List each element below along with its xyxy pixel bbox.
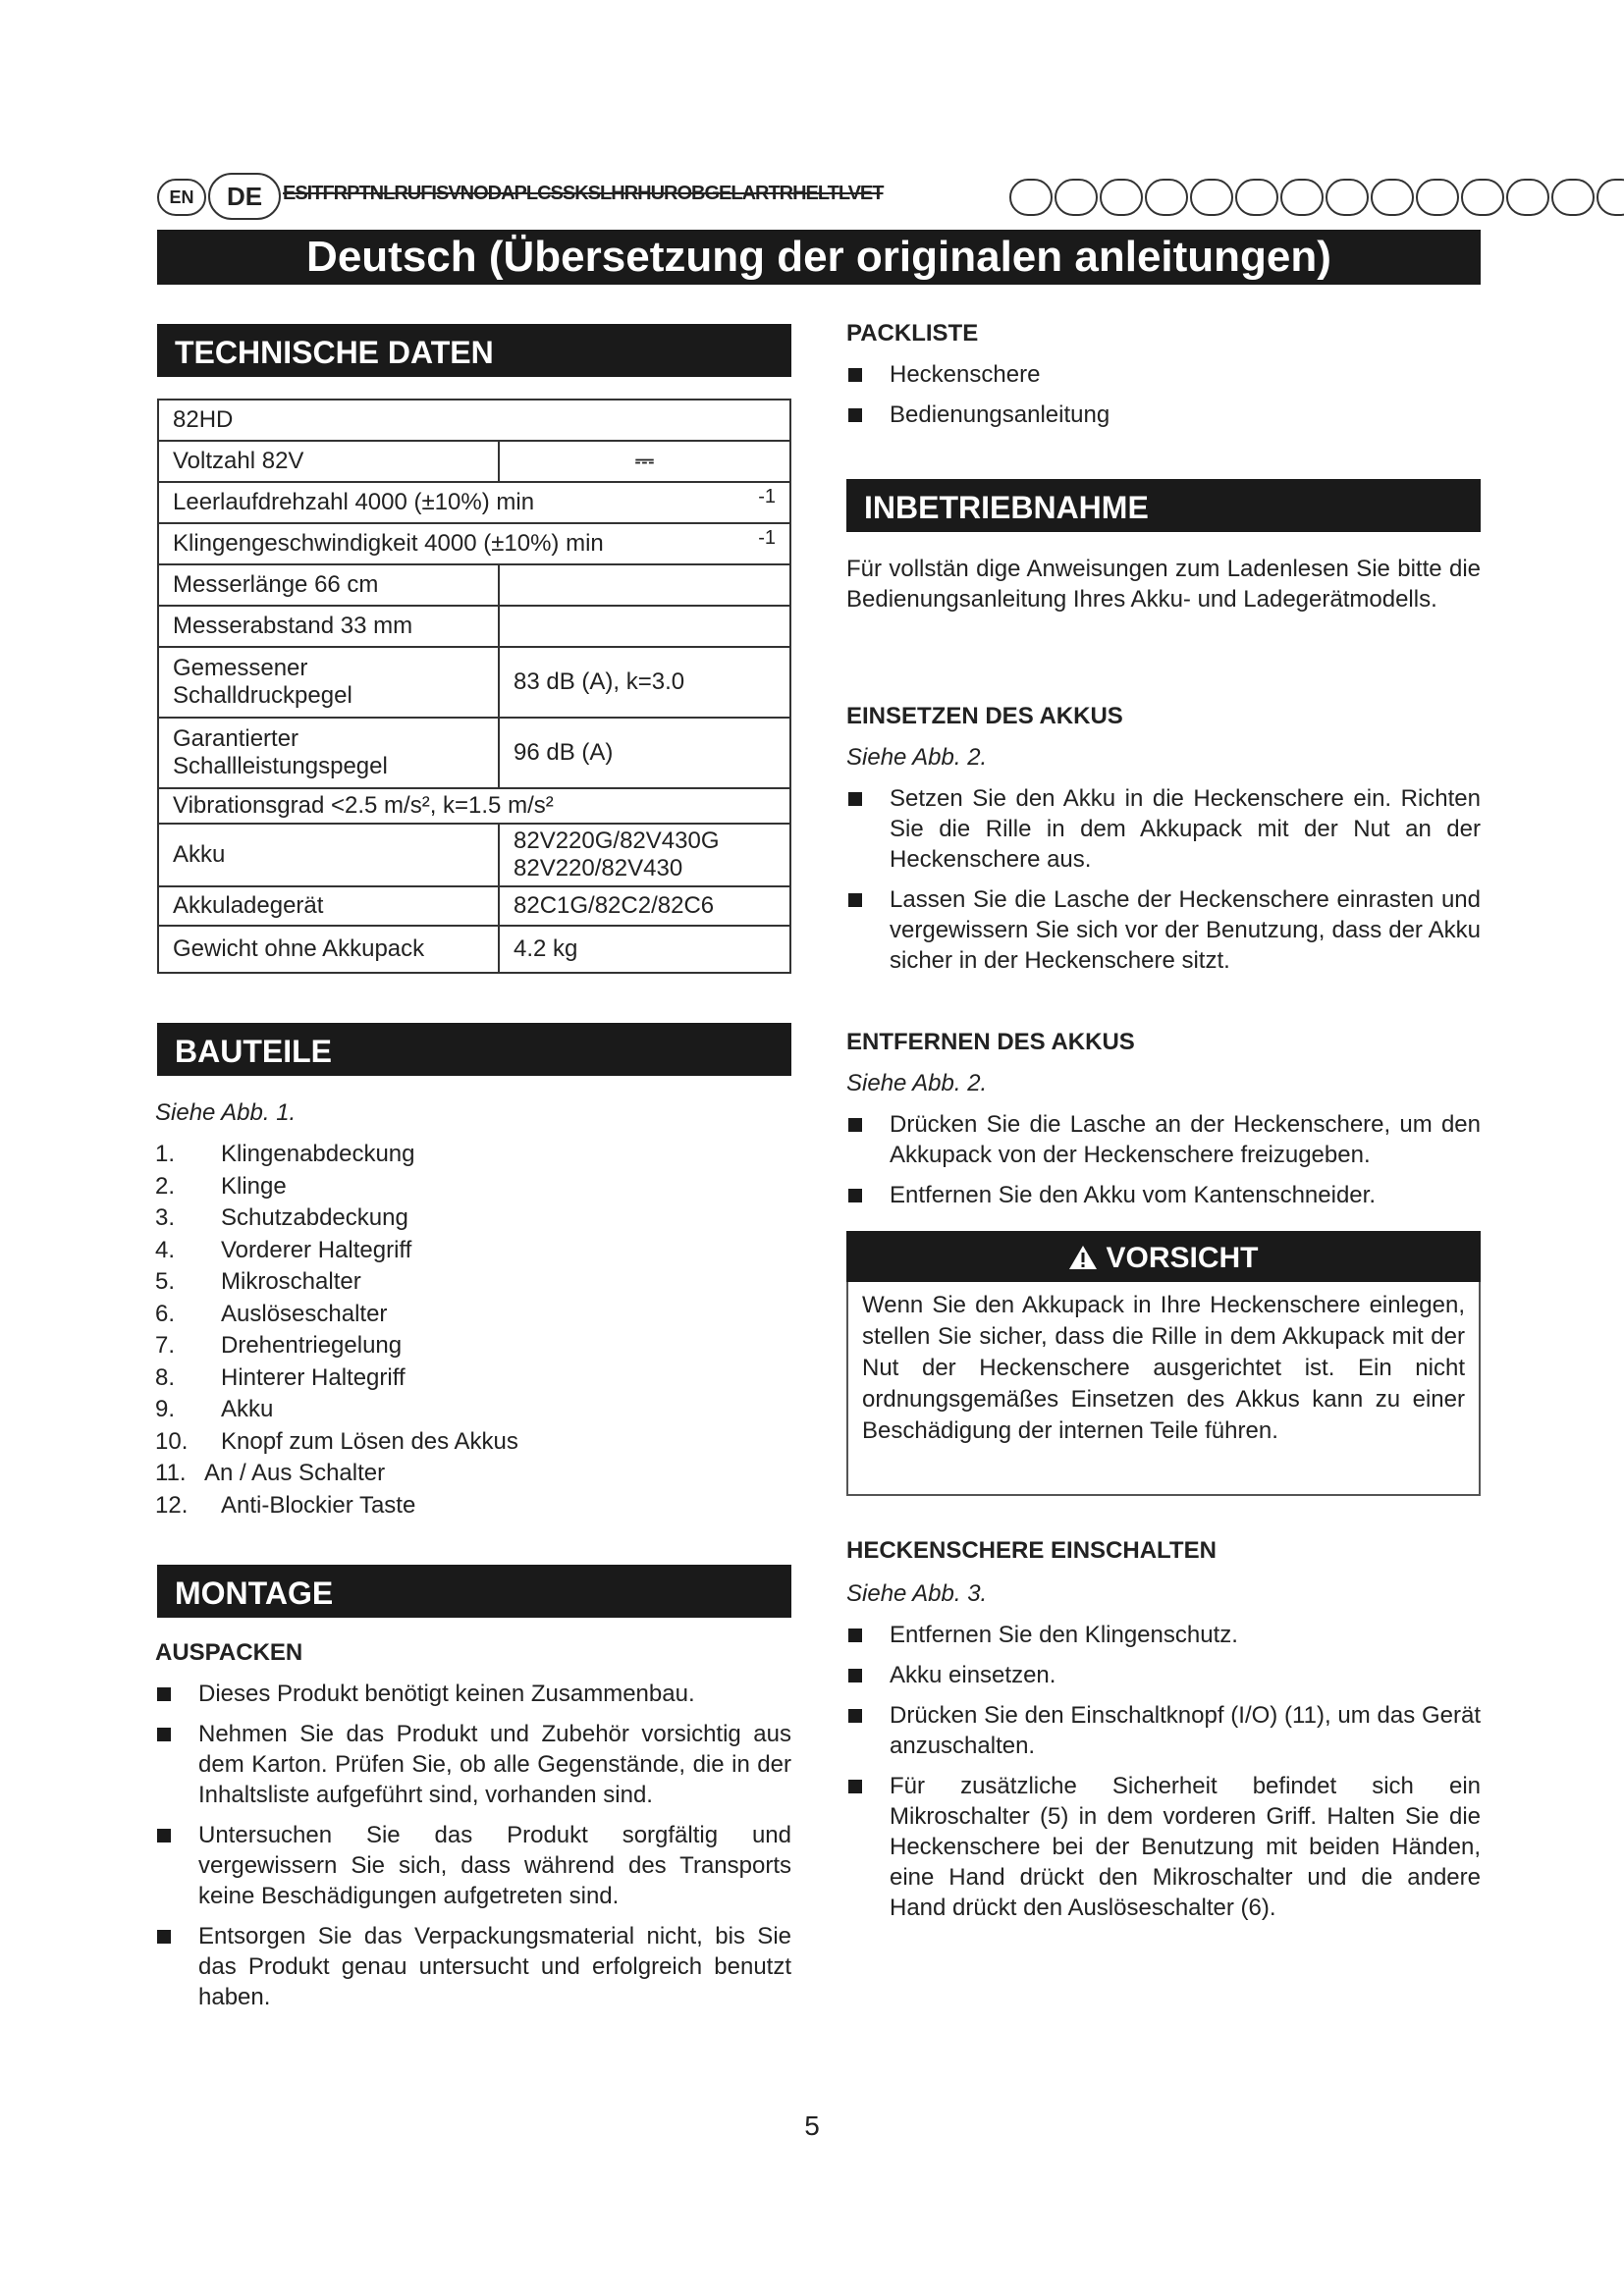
lang-tab-en: EN — [157, 179, 206, 216]
empty-tab — [1280, 179, 1324, 216]
bullet-square-icon — [848, 1189, 862, 1202]
spec-label: Leerlaufdrehzahl 4000 (±10%) min — [173, 489, 535, 515]
parts-item-number: 5. — [155, 1268, 176, 1295]
list-item-text: Bedienungsanleitung — [890, 401, 1110, 428]
list-item — [846, 1660, 1481, 1690]
spec-value: 83 dB (A), k=3.0 — [499, 647, 790, 718]
parts-item-number: 4. — [155, 1236, 176, 1263]
list-item-text: Entfernen Sie den Klingenschutz. — [890, 1622, 1238, 1648]
spec-value: 82V220G/82V430G 82V220/82V430 — [499, 824, 790, 886]
remove-battery-list — [846, 1109, 1481, 1220]
spec-label: Messerabstand 33 mm — [158, 606, 499, 647]
list-item — [846, 1620, 1481, 1650]
caution-text: Wenn Sie den Akkupack in Ihre Heckenschere einlegen, stellen Sie sicher, dass die Rille in dem Akkupack mit der Nut der Heckenschere ausgerichtet ist. Ein nicht ordnungsgemäßes Einsetzen des Akkus kann zu einer Beschädigung der internen Teile führen. — [862, 1292, 1465, 1444]
list-item — [846, 1700, 1481, 1761]
empty-tab — [1190, 179, 1233, 216]
unpacking-heading: AUSPACKEN — [155, 1639, 303, 1666]
bullet-square-icon — [848, 1669, 862, 1682]
spec-label: Klingengeschwindigkeit 4000 (±10%) min — [173, 530, 604, 557]
list-item-text: Entsorgen Sie das Verpackungsmaterial nicht, bis Sie das Produkt genau untersucht und erfolgreich benutzt haben. — [198, 1923, 791, 2010]
spec-label: Messerlänge 66 cm — [158, 564, 499, 606]
insert-battery-list — [846, 783, 1481, 986]
spec-value — [499, 606, 790, 647]
lang-tab-de: DE — [208, 173, 281, 220]
empty-tab — [1100, 179, 1143, 216]
list-item — [846, 400, 1481, 430]
list-item — [846, 359, 1481, 390]
parts-item-number: 7. — [155, 1332, 176, 1359]
list-item-text: Akku einsetzen. — [890, 1662, 1056, 1688]
list-item — [155, 1820, 791, 1911]
list-item-text: Dieses Produkt benötigt keinen Zusammenbau. — [198, 1681, 695, 1707]
switch-on-heading: HECKENSCHERE EINSCHALTEN — [846, 1537, 1217, 1564]
spec-value: 4.2 kg — [499, 926, 790, 973]
warning-triangle-icon — [1068, 1234, 1098, 1289]
list-item — [155, 1719, 791, 1810]
page-number: 5 — [804, 2110, 820, 2141]
spec-label: Akkuladegerät — [158, 886, 499, 926]
assembly-heading: MONTAGE — [157, 1565, 791, 1618]
spec-label: Gewicht ohne Akkupack — [158, 926, 499, 973]
parts-item-number: 10. — [155, 1427, 189, 1455]
operation-heading: INBETRIEBNAHME — [846, 479, 1481, 532]
empty-tab — [1055, 179, 1098, 216]
caution-title: VORSICHT — [1106, 1242, 1259, 1274]
list-item — [846, 1771, 1481, 1923]
empty-tab — [1506, 179, 1549, 216]
switch-on-figure-ref: Siehe Abb. 3. — [846, 1580, 988, 1607]
list-item — [155, 1679, 791, 1709]
empty-tab — [1326, 179, 1369, 216]
list-item — [846, 1180, 1481, 1210]
unpacking-list — [155, 1679, 791, 2022]
bullet-square-icon — [848, 1118, 862, 1132]
spec-label: Garantierter Schallleistungspegel — [158, 718, 499, 788]
parts-heading: BAUTEILE — [157, 1023, 791, 1076]
list-item — [846, 783, 1481, 875]
empty-tab — [1235, 179, 1278, 216]
spec-value: 96 dB (A) — [499, 718, 790, 788]
spec-value — [499, 564, 790, 606]
empty-tab — [1371, 179, 1414, 216]
list-item — [846, 1109, 1481, 1170]
parts-item-number: 11. — [155, 1460, 187, 1486]
parts-item-number: 3. — [155, 1204, 176, 1231]
packing-list-heading: PACKLISTE — [846, 320, 979, 347]
list-item-text: Drücken Sie den Einschaltknopf (I/O) (11), um das Gerät anzuschalten. — [890, 1702, 1481, 1759]
switch-on-list — [846, 1620, 1481, 1933]
spec-row — [158, 523, 790, 564]
parts-item-label: Knopf zum Lösen des Akkus — [221, 1427, 518, 1455]
spec-table — [157, 399, 791, 974]
parts-item-label: Vorderer Haltegriff — [221, 1236, 412, 1263]
bullet-square-icon — [848, 1780, 862, 1793]
lang-empty-tabs — [1009, 179, 1624, 216]
empty-tab — [1461, 179, 1504, 216]
lang-codes: ESITFRPTNLRUFISVNODAPLCSSKSLHRHUROBGELARTRHELTLVET — [283, 183, 884, 204]
bullet-square-icon — [157, 1930, 171, 1944]
tech-data-heading: TECHNISCHE DATEN — [157, 324, 791, 377]
spec-row — [158, 482, 790, 523]
parts-item-number: 9. — [155, 1396, 176, 1422]
parts-item-label: Klinge — [221, 1172, 287, 1200]
empty-tab — [1551, 179, 1595, 216]
remove-battery-heading: ENTFERNEN DES AKKUS — [846, 1029, 1135, 1055]
insert-figure-ref: Siehe Abb. 2. — [846, 744, 988, 771]
parts-item-label: Drehentriegelung — [221, 1332, 403, 1359]
list-item-text: Lassen Sie die Lasche der Heckenschere einrasten und vergewissern Sie sich vor der Benutzung, dass der Akku sicher in der Heckenschere sitzt. — [890, 886, 1481, 974]
bullet-square-icon — [157, 1687, 171, 1701]
parts-item-number: 1. — [155, 1141, 176, 1167]
list-item-text: Setzen Sie den Akku in die Heckenschere ein. Richten Sie die Rille in dem Akkupack mit der Nut an der Heckenschere aus. — [890, 785, 1481, 873]
operation-text: Für vollstän dige Anweisungen zum Ladenlesen Sie bitte die Bedienungsanleitung Ihres Akku- und Ladegerätmodells. — [846, 556, 1481, 613]
parts-item-label: Akku — [221, 1396, 274, 1422]
parts-item-label: An / Aus Schalter — [204, 1460, 386, 1486]
list-item-text: Heckenschere — [890, 361, 1041, 388]
parts-item-number: 8. — [155, 1363, 176, 1391]
page-title: Deutsch (Übersetzung der originalen anleitungen) — [157, 230, 1481, 285]
packing-list — [846, 359, 1481, 440]
bullet-square-icon — [848, 792, 862, 806]
empty-tab — [1597, 179, 1624, 216]
list-item — [155, 1921, 791, 2012]
bullet-square-icon — [157, 1829, 171, 1842]
spec-label: Akku — [158, 824, 499, 886]
empty-tab — [1009, 179, 1053, 216]
bullet-square-icon — [848, 1629, 862, 1642]
spec-label: Vibrationsgrad <2.5 m/s², k=1.5 m/s² — [158, 788, 790, 824]
bullet-square-icon — [157, 1728, 171, 1741]
spec-label: Voltzahl 82V — [158, 441, 499, 482]
caution-box — [846, 1231, 1481, 1496]
parts-item-label: Klingenabdeckung — [221, 1141, 415, 1167]
spec-label: Gemessener Schalldruckpegel — [158, 647, 499, 718]
list-item-text: Nehmen Sie das Produkt und Zubehör vorsichtig aus dem Karton. Prüfen Sie, ob alle Gegenstände, die in der Inhaltsliste aufgeführt sind, vorhanden sind. — [198, 1721, 791, 1808]
parts-item-number: 2. — [155, 1172, 176, 1200]
insert-battery-heading: EINSETZEN DES AKKUS — [846, 703, 1123, 729]
caution-header — [846, 1231, 1481, 1282]
empty-tab — [1145, 179, 1188, 216]
empty-tab — [1416, 179, 1459, 216]
dc-symbol-icon: ⎓ — [499, 441, 790, 482]
bullet-square-icon — [848, 408, 862, 422]
parts-item-label: Schutzabdeckung — [221, 1204, 408, 1231]
parts-item-label: Hinterer Haltegriff — [221, 1363, 406, 1391]
spec-value: 82C1G/82C2/82C6 — [499, 886, 790, 926]
list-item-text: Drücken Sie die Lasche an der Heckenschere, um den Akkupack von der Heckenschere freizugeben. — [890, 1111, 1481, 1168]
spec-exponent: -1 — [758, 486, 776, 507]
spec-model: 82HD — [158, 400, 790, 441]
parts-item-label: Auslöseschalter — [221, 1300, 388, 1327]
language-tabs — [157, 177, 1481, 218]
list-item-text: Untersuchen Sie das Produkt sorgfältig und vergewissern Sie sich, dass während des Transports keine Beschädigungen aufgetreten sind. — [198, 1822, 791, 1909]
bullet-square-icon — [848, 1709, 862, 1723]
list-item-text: Für zusätzliche Sicherheit befindet sich ein Mikroschalter (5) in dem vorderen Griff. Halten Sie die Heckenschere bei der Benutzung mit beiden Händen, eine Hand drückt den Mikroschalter und die andere Hand drückt den Auslöseschalter (6). — [890, 1773, 1481, 1921]
parts-item-number: 12. — [155, 1491, 189, 1519]
list-item — [846, 884, 1481, 976]
spec-exponent: -1 — [758, 527, 776, 549]
parts-item-number: 6. — [155, 1300, 176, 1327]
list-item-text: Entfernen Sie den Akku vom Kantenschneider. — [890, 1182, 1376, 1208]
bullet-square-icon — [848, 893, 862, 907]
parts-figure-ref: Siehe Abb. 1. — [155, 1099, 297, 1126]
bullet-square-icon — [848, 368, 862, 382]
parts-item-label: Anti-Blockier Taste — [221, 1491, 416, 1519]
remove-figure-ref: Siehe Abb. 2. — [846, 1070, 988, 1096]
parts-item-label: Mikroschalter — [221, 1268, 361, 1295]
